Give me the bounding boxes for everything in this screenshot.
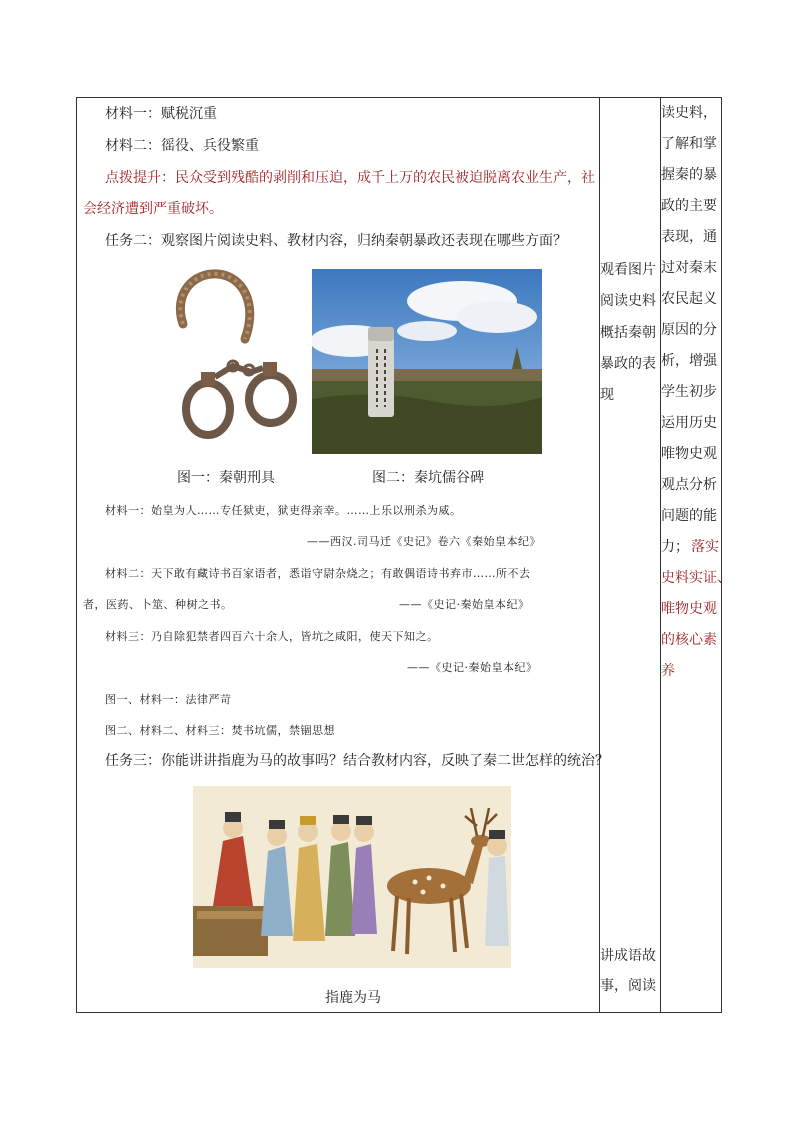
right-line: 了解和掌 bbox=[661, 136, 717, 152]
right-line: 握秦的暴 bbox=[661, 167, 717, 183]
right-line: 表现，通 bbox=[661, 229, 717, 245]
right-line: 过对秦末 bbox=[661, 260, 717, 276]
design-intent-column bbox=[661, 98, 731, 1012]
right-line: 农民起义 bbox=[661, 291, 717, 307]
right-red-line: 养 bbox=[661, 663, 675, 679]
figure-1-caption: 图一：秦朝刑具 bbox=[177, 470, 275, 486]
source-2-line-1: 材料二：天下敢有藏诗书百家语者，悉诣守尉杂烧之；有敢偶语诗书弃市……所不去 bbox=[105, 567, 531, 580]
task-3: 任务三：你能讲讲指鹿为马的故事吗？结合教材内容，反映了秦二世怎样的统治？ bbox=[105, 753, 609, 769]
right-line: 观点分析 bbox=[661, 477, 717, 493]
figure-2-caption: 图二：秦坑儒谷碑 bbox=[372, 470, 484, 486]
answer-1: 图一、材料一：法律严苛 bbox=[105, 693, 232, 706]
hint-line-1: 点拨提升：民众受到残酷的剥削和压迫，成千上万的农民被迫脱离农业生产，社 bbox=[105, 170, 595, 186]
shackles-image bbox=[163, 264, 313, 459]
material-1: 材料一：赋税沉重 bbox=[105, 106, 217, 122]
figure-3-caption: 指鹿为马 bbox=[325, 990, 381, 1006]
right-line: 政的主要 bbox=[661, 198, 717, 214]
material-2: 材料二：徭役、兵役繁重 bbox=[105, 138, 259, 154]
right-line: 唯物史观 bbox=[661, 446, 717, 462]
content-column bbox=[77, 98, 609, 1012]
deer-horse-illustration bbox=[193, 786, 511, 968]
source-2-line-2: 者，医药、卜筮、种树之书。 bbox=[83, 598, 233, 611]
mid-line: 概括秦朝 bbox=[600, 325, 656, 341]
right-line: 原因的分 bbox=[661, 322, 717, 338]
right-red-line: 史料实证、 bbox=[661, 570, 731, 586]
right-line: 学生初步 bbox=[661, 384, 717, 400]
right-red-line: 落实 bbox=[691, 539, 719, 555]
task-2: 任务二：观察图片阅读史料、教材内容，归纳秦朝暴政还表现在哪些方面？ bbox=[105, 233, 567, 249]
right-red-line: 的核心素 bbox=[661, 632, 717, 648]
student-activity-column bbox=[600, 98, 660, 1012]
mid-line: 暴政的表 bbox=[600, 356, 656, 372]
source-3: 材料三：乃自除犯禁者四百六十余人，皆坑之咸阳，使天下知之。 bbox=[105, 630, 439, 643]
right-line: 读史料， bbox=[661, 105, 717, 121]
right-line: 力； bbox=[661, 539, 689, 555]
right-line: 问题的能 bbox=[661, 508, 717, 524]
mid-line: 阅读史料 bbox=[600, 293, 656, 309]
lesson-table bbox=[76, 97, 731, 1013]
right-line: 运用历史 bbox=[661, 415, 717, 431]
answer-2: 图二、材料二、材料三：焚书坑儒，禁锢思想 bbox=[105, 724, 335, 737]
source-3-citation: ——《史记·秦始皇本纪》 bbox=[407, 661, 538, 674]
source-1: 材料一：始皇为人……专任狱吏，狱吏得亲幸。……上乐以刑杀为威。 bbox=[105, 504, 462, 517]
hint-line-2: 会经济遭到严重破坏。 bbox=[83, 201, 223, 217]
mid-line: 讲成语故 bbox=[600, 948, 656, 964]
stele-photo bbox=[312, 269, 542, 454]
mid-line: 现 bbox=[600, 387, 614, 403]
source-1-citation: ——西汉.司马迁《史记》卷六《秦始皇本纪》 bbox=[307, 535, 541, 548]
source-2-citation: ——《史记·秦始皇本纪》 bbox=[399, 598, 530, 611]
right-line: 析，增强 bbox=[661, 353, 717, 369]
mid-line: 事，阅读 bbox=[600, 978, 656, 994]
mid-line: 观看图片 bbox=[600, 262, 656, 278]
right-red-line: 唯物史观 bbox=[661, 601, 717, 617]
